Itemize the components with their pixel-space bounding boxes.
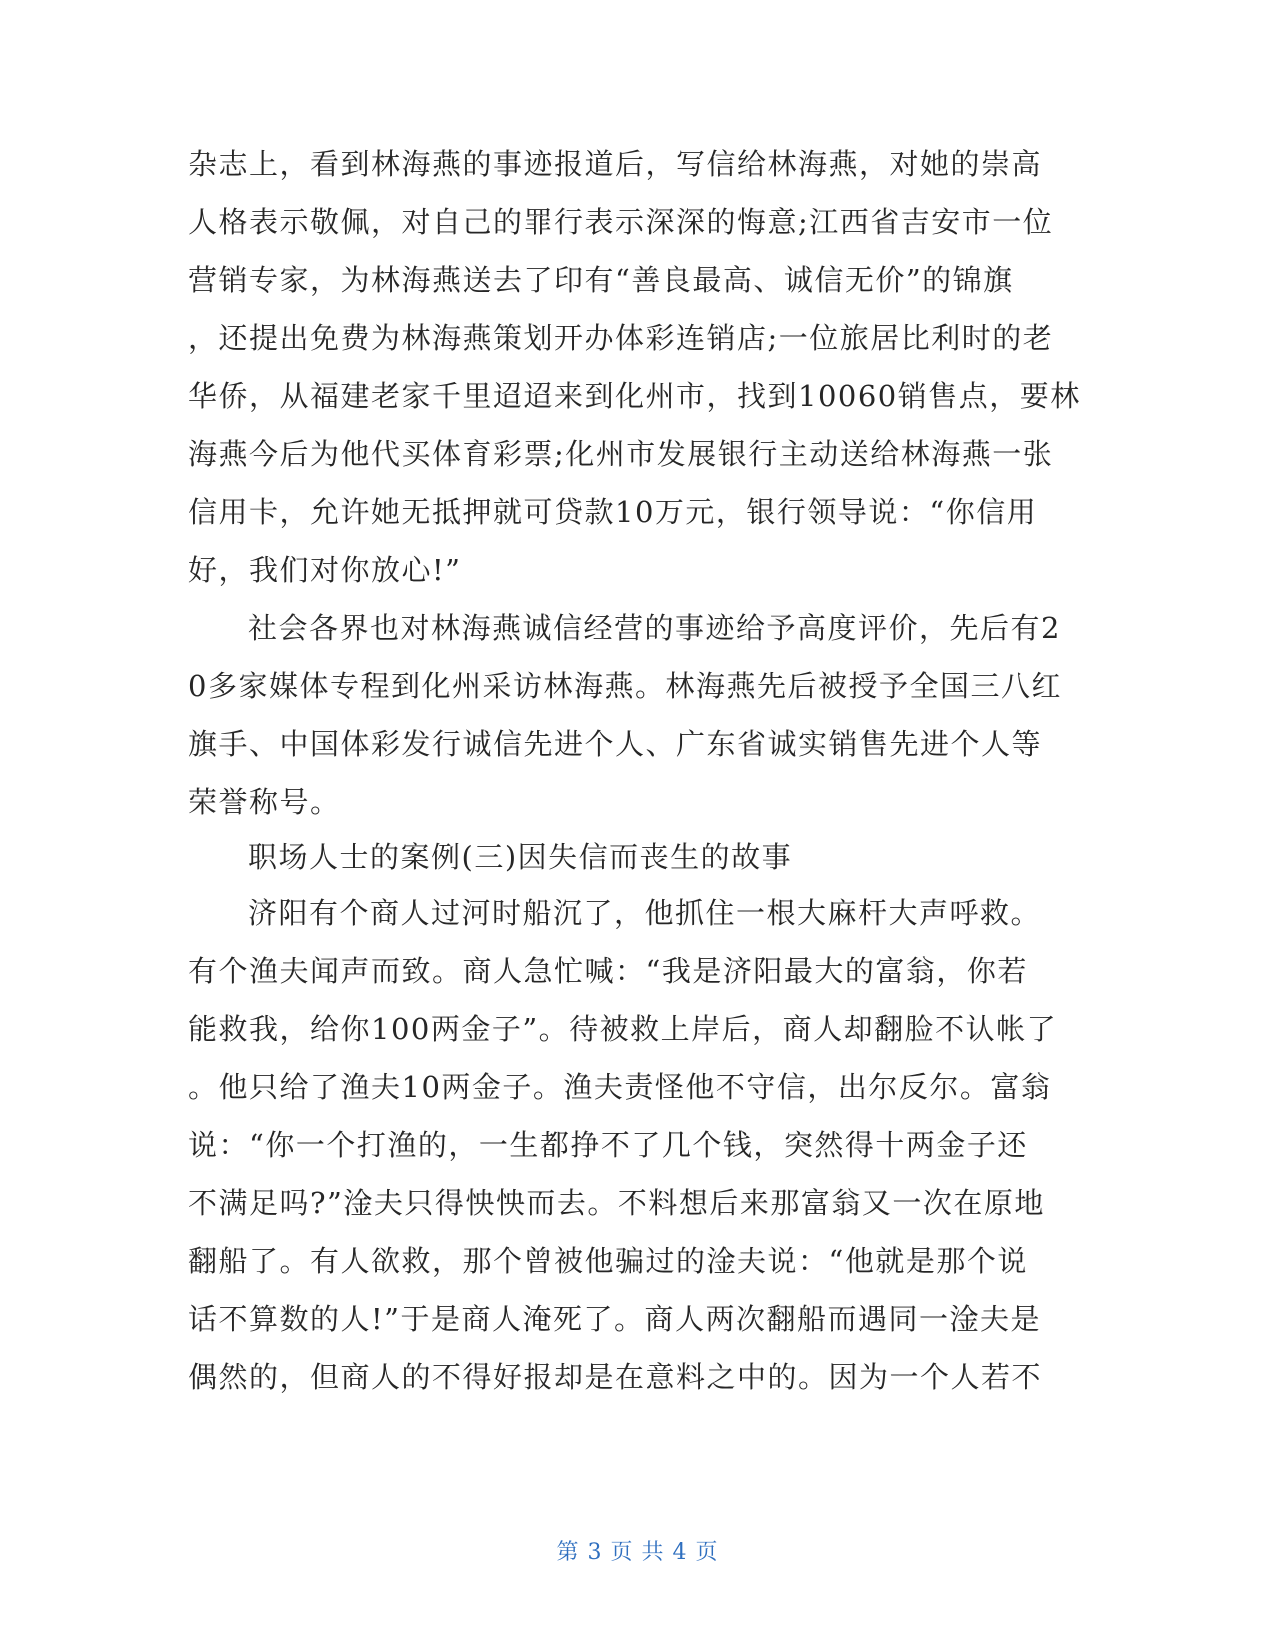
current-page-number: 3 [587, 1540, 603, 1565]
text-line: 说：“你一个打渔的，一生都挣不了几个钱，突然得十两金子还 [188, 1128, 1028, 1162]
text-line: 好，我们对你放心!” [188, 553, 462, 587]
text-line: 不满足吗?”淦夫只得怏怏而去。不料想后来那富翁又一次在原地 [188, 1186, 1045, 1220]
footer-label: 页 [610, 1540, 634, 1565]
text-line: 信用卡，允许她无抵押就可贷款10万元，银行领导说：“你信用 [188, 495, 1038, 529]
total-page-number: 4 [672, 1540, 688, 1565]
page-footer [0, 1538, 1275, 1568]
paragraph-first-line: 济阳有个商人过河时船沉了，他抓住一根大麻杆大声呼救。 [248, 896, 1042, 930]
text-line: 0多家媒体专程到化州采访林海燕。林海燕先后被授予全国三八红 [188, 669, 1062, 703]
footer-label: 共 [641, 1540, 665, 1565]
text-line: ，还提出免费为林海燕策划开办体彩连销店;一位旅居比利时的老 [188, 321, 1054, 355]
footer-label: 页 [695, 1540, 719, 1565]
text-line: 旗手、中国体彩发行诚信先进个人、广东省诚实销售先进个人等 [188, 727, 1043, 761]
text-line: 翻船了。有人欲救，那个曾被他骗过的淦夫说：“他就是那个说 [188, 1244, 1028, 1278]
text-line: 话不算数的人!”于是商人淹死了。商人两次翻船而遇同一淦夫是 [188, 1302, 1041, 1336]
text-line: 。他只给了渔夫10两金子。渔夫责怪他不守信，出尔反尔。富翁 [188, 1070, 1052, 1104]
text-line: 荣誉称号。 [188, 785, 341, 819]
text-line: 海燕今后为他代买体育彩票;化州市发展银行主动送给林海燕一张 [188, 437, 1054, 471]
text-line: 偶然的，但商人的不得好报却是在意料之中的。因为一个人若不 [188, 1360, 1043, 1394]
text-line: 能救我，给你100两金子”。待被救上岸后，商人却翻脸不认帐了 [188, 1012, 1058, 1046]
footer-label: 第 [556, 1540, 580, 1565]
section-heading: 职场人士的案例(三)因失信而丧生的故事 [248, 840, 793, 874]
text-line: 有个渔夫闻声而致。商人急忙喊：“我是济阳最大的富翁，你若 [188, 954, 1028, 988]
text-line: 人格表示敬佩，对自己的罪行表示深深的悔意;江西省吉安市一位 [188, 205, 1054, 239]
paragraph-first-line: 社会各界也对林海燕诚信经营的事迹给予高度评价，先后有2 [248, 611, 1061, 645]
text-line: 杂志上，看到林海燕的事迹报道后，写信给林海燕，对她的崇高 [188, 147, 1043, 181]
text-line: 营销专家，为林海燕送去了印有“善良最高、诚信无价”的锦旗 [188, 263, 1014, 297]
text-line: 华侨，从福建老家千里迢迢来到化州市，找到10060销售点，要林 [188, 379, 1081, 413]
